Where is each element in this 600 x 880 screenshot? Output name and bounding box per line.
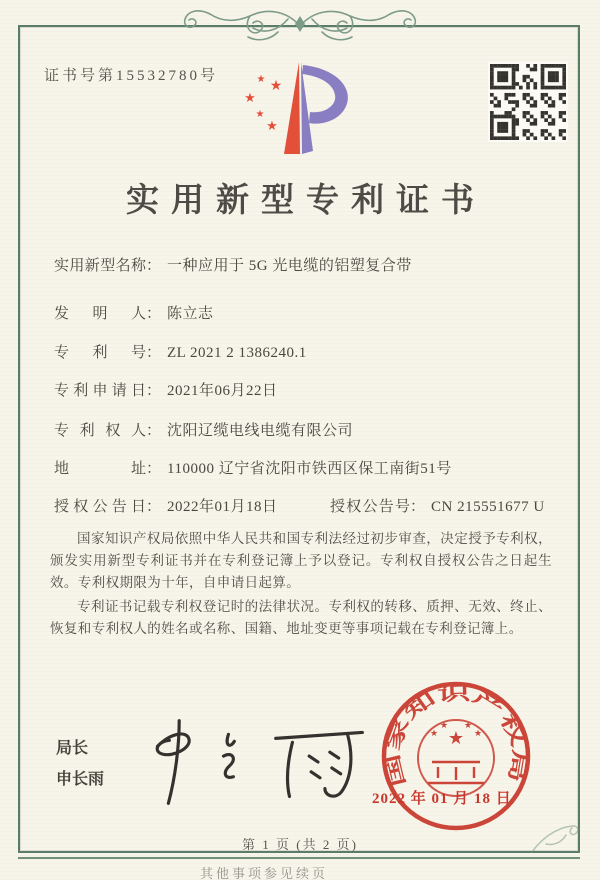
field-value: CN 215551677 U [431, 499, 545, 515]
field-value: 陈立志 [167, 306, 214, 322]
logo-star-icon: ★ [266, 118, 278, 133]
svg-text:★: ★ [439, 720, 449, 730]
field-filing-date [54, 379, 554, 400]
logo-red-wedge-icon [284, 62, 300, 154]
field-utility-model-name [54, 254, 554, 275]
field-value: 一种应用于 5G 光电缆的铝塑复合带 [167, 258, 412, 274]
paragraph-register-statement: 专利证书记载专利权登记时的法律状况。专利权的转移、质押、无效、终止、恢复和专利权人的姓名或名称、国籍、地址变更等事项记载在专利登记簿上。 [50, 599, 552, 636]
svg-text:★: ★ [463, 720, 473, 730]
field-value: 2021年06月22日 [167, 383, 278, 399]
field-value: 沈阳辽缆电线电缆有限公司 [167, 423, 354, 439]
certificate-title: 实用新型专利证书 [126, 183, 486, 219]
top-flourish-ornament [150, 2, 450, 50]
colon: ： [410, 499, 426, 515]
field-value: 2022年01月18日 [167, 499, 278, 515]
paragraph-grant-statement: 国家知识产权局依照中华人民共和国专利法经过初步审查，决定授予专利权，颁发实用新型专利证书并在专利登记簿上予以登记。专利权自授权公告之日起生效。专利权期限为十年，自申请日起算。 [50, 531, 552, 590]
field-label: 专利申请日 [54, 383, 146, 399]
seal-date: 2022 年 01 月 18 日 [372, 791, 512, 807]
field-label: 授权公告日 [54, 499, 146, 515]
svg-text:★: ★ [429, 728, 439, 738]
field-label: 发明人 [54, 306, 146, 322]
field-label: 授权公告号 [330, 499, 410, 515]
colon: ： [146, 461, 162, 477]
page-number: 第 1 页 (共 2 页) [242, 837, 358, 852]
field-grant-date [54, 499, 278, 515]
field-label: 实用新型名称 [54, 258, 146, 274]
seal-ring-text: 国家知识产权局 [382, 683, 530, 789]
field-grant-number [330, 495, 545, 516]
field-patentee [54, 419, 554, 440]
officer-name: 申长雨 [56, 771, 105, 788]
logo-star-icon: ★ [269, 79, 283, 94]
logo-stars-icon [244, 74, 282, 133]
logo-p-bowl-icon [302, 65, 348, 124]
colon: ： [146, 258, 162, 274]
svg-text:★: ★ [447, 728, 465, 748]
colon: ： [146, 499, 162, 515]
field-inventor [54, 302, 554, 323]
colon: ： [146, 383, 162, 399]
qr-code [488, 62, 568, 142]
certificate-number: 证书号第15532780号 [44, 68, 219, 84]
field-label: 地址 [54, 461, 146, 477]
cnipa-logo [232, 56, 380, 166]
field-address [54, 457, 554, 478]
logo-star-icon: ★ [244, 90, 256, 105]
officer-title: 局长 [56, 740, 89, 757]
field-label: 专利权人 [54, 423, 146, 439]
commissioner-signature [128, 712, 384, 812]
colon: ： [146, 345, 162, 361]
logo-purple-stem-icon [301, 62, 313, 154]
field-value: ZL 2021 2 1386240.1 [167, 345, 307, 361]
field-label: 专利号 [54, 345, 146, 361]
svg-text:★: ★ [473, 728, 483, 738]
logo-star-icon: ★ [256, 74, 266, 85]
field-value: 110000 辽宁省沈阳市铁西区保工南街51号 [167, 461, 452, 477]
field-patent-number [54, 341, 554, 362]
logo-star-icon: ★ [255, 109, 265, 120]
colon: ： [146, 306, 162, 322]
emblem-gate-icon [428, 762, 484, 783]
bottom-border-line [18, 857, 580, 859]
official-seal [374, 674, 538, 838]
field-grant-row [54, 495, 554, 516]
colon: ： [146, 423, 162, 439]
next-page-cutoff-text: 其他事项参见续页 [199, 866, 328, 880]
legal-text-block [50, 528, 552, 642]
